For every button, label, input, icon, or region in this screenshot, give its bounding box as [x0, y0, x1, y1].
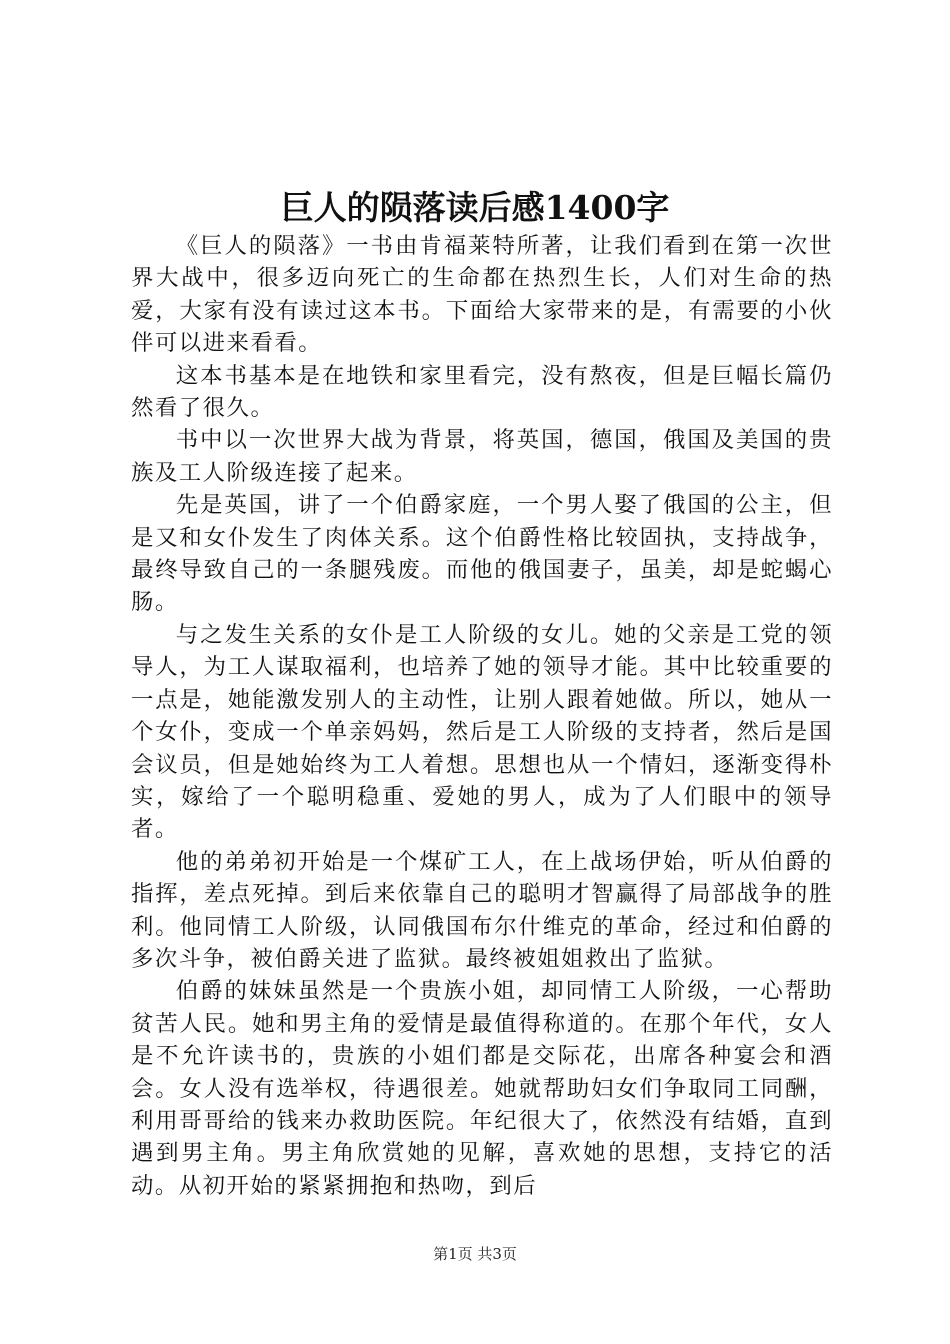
paragraph: 《巨人的陨落》一书由肯福莱特所著，让我们看到在第一次世界大战中，很多迈向死亡的生命都在热烈生长，人们对生命的热爱，大家有没有读过这本书。下面给大家带来的是，有需要的小伙伴可以进来看看。 — [131, 233, 833, 357]
page-footer: 第1页 共3页 — [433, 1245, 517, 1263]
paragraph: 书中以一次世界大战为背景，将英国，德国，俄国及美国的贵族及工人阶级连接了起来。 — [131, 427, 833, 486]
document-title: 巨人的陨落读后感1400字 — [280, 188, 670, 227]
document-body — [131, 230, 833, 1202]
paragraph: 他的弟弟初开始是一个煤矿工人，在上战场伊始，听从伯爵的指挥，差点死掉。到后来依靠自己的聪明才智赢得了局部战争的胜利。他同情工人阶级，认同俄国布尔什维克的革命，经过和伯爵的多次斗争，被伯爵关进了监狱。最终被姐姐救出了监狱。 — [131, 848, 833, 972]
paragraph: 与之发生关系的女仆是工人阶级的女儿。她的父亲是工党的领导人，为工人谋取福利，也培养了她的领导才能。其中比较重要的一点是，她能激发别人的主动性，让别人跟着她做。所以，她从一个女仆，变成一个单亲妈妈，然后是工人阶级的支持者，然后是国会议员，但是她始终为工人着想。思想也从一个情妇，逐渐变得朴实，嫁给了一个聪明稳重、爱她的男人，成为了人们眼中的领导者。 — [131, 621, 833, 843]
paragraph: 先是英国，讲了一个伯爵家庭，一个男人娶了俄国的公主，但是又和女仆发生了肉体关系。这个伯爵性格比较固执，支持战争，最终导致自己的一条腿残废。而他的俄国妻子，虽美，却是蛇蝎心肠。 — [131, 492, 833, 616]
paragraph: 这本书基本是在地铁和家里看完，没有熬夜，但是巨幅长篇仍然看了很久。 — [131, 362, 833, 422]
paragraph: 伯爵的妹妹虽然是一个贵族小姐，却同情工人阶级，一心帮助贫苦人民。她和男主角的爱情是最值得称道的。在那个年代，女人是不允许读书的，贵族的小姐们都是交际花，出席各种宴会和酒会。女人没有选举权，待遇很差。她就帮助妇女们争取同工同酬，利用哥哥给的钱来办救助医院。年纪很大了，依然没有结婚，直到遇到男主角。男主角欣赏她的见解，喜欢她的思想，支持它的活动。从初开始的紧紧拥抱和热吻，到后 — [131, 978, 833, 1199]
